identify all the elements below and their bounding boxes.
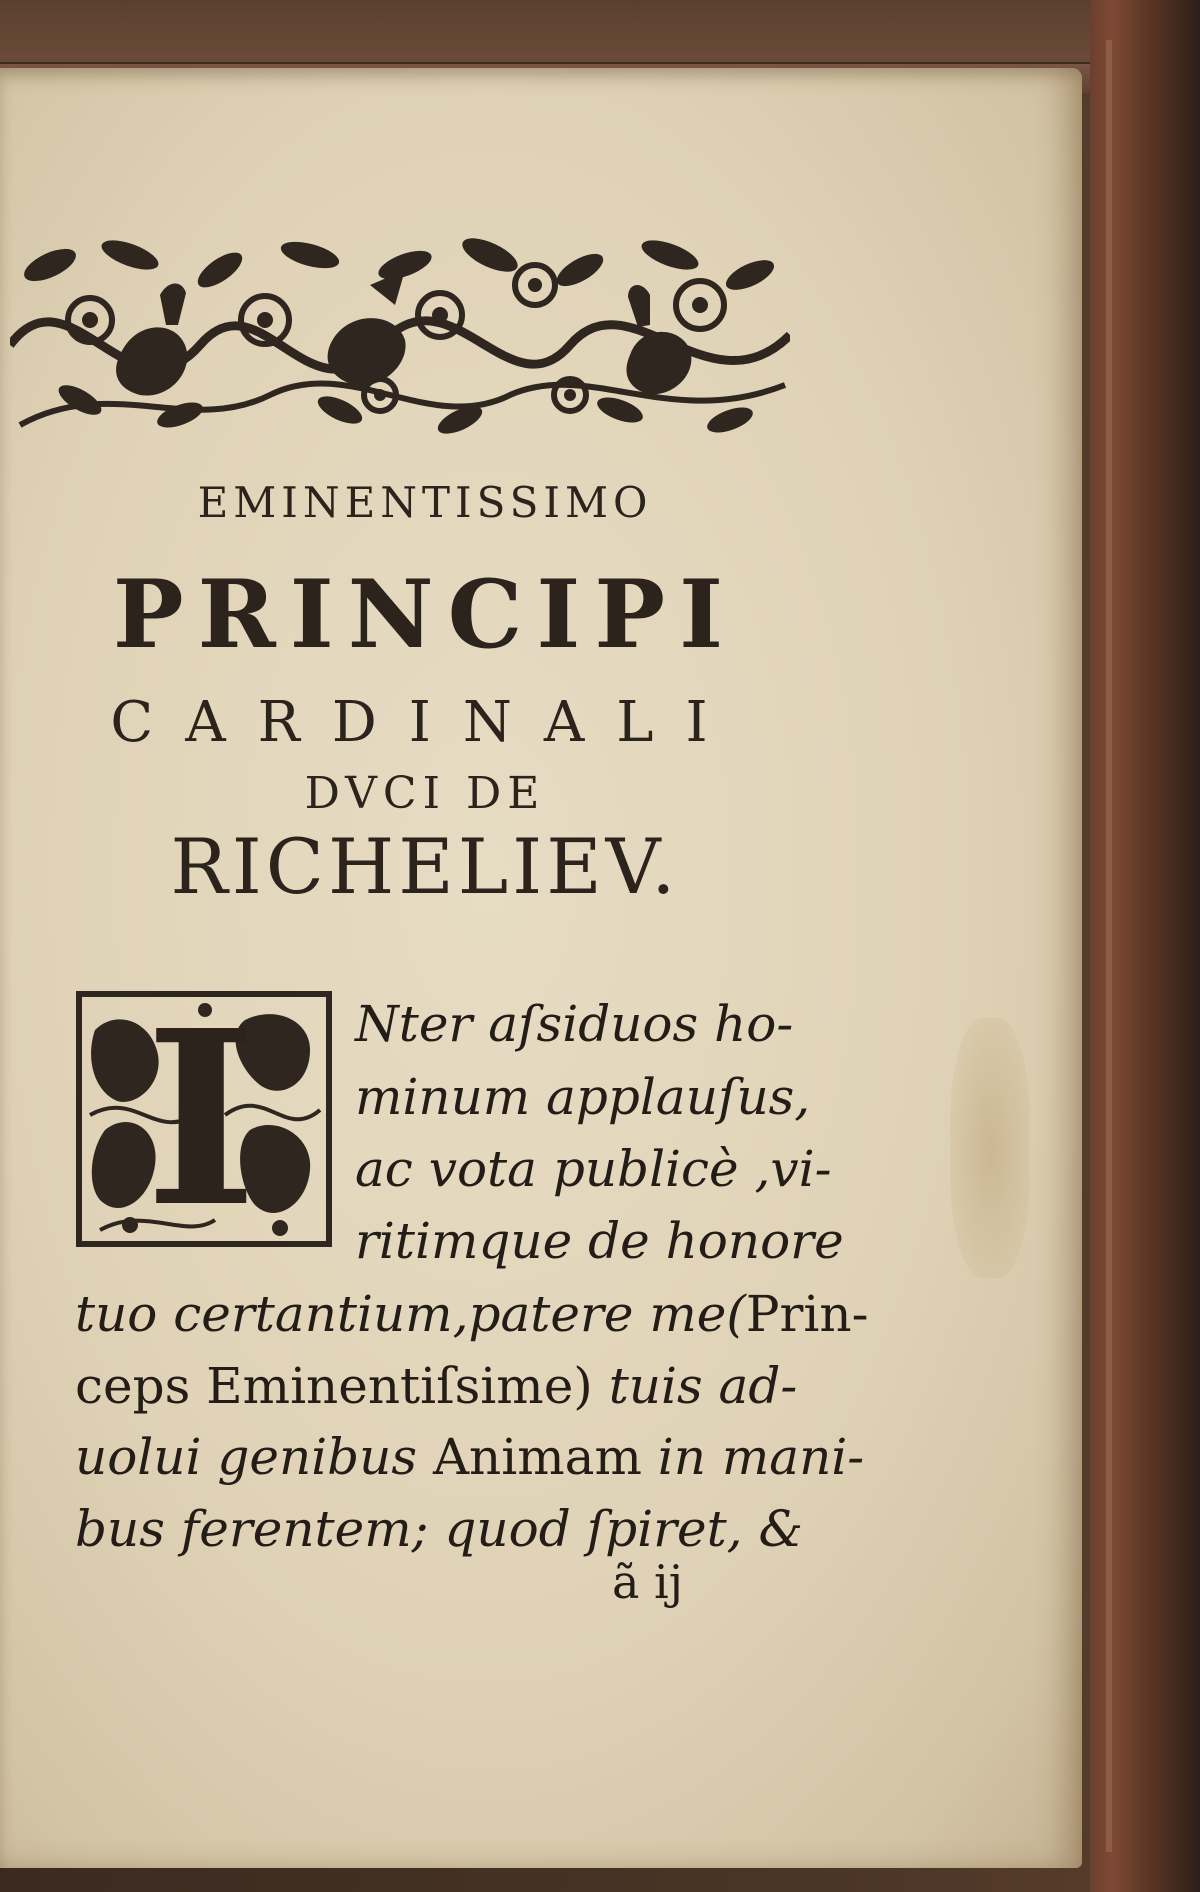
text-line-4: [355, 1212, 844, 1270]
text-line-5-roman: Prin-: [745, 1285, 869, 1343]
title-line-4: DVCI DE: [304, 768, 546, 819]
text-line-5-italic: tuo certantium,patere me(: [75, 1285, 746, 1343]
book-cover-edge: [1090, 0, 1200, 1892]
title-line-1: EMINENTISSIMO: [197, 478, 653, 527]
title-line-2: PRINCIPI: [112, 560, 738, 670]
text-line-3-italic: ac vota publicè ,vi-: [355, 1140, 832, 1198]
text-line-6-roman: ceps Eminentiſsime): [75, 1357, 593, 1415]
water-stain: [950, 1018, 1030, 1278]
ampersand-glyph: &: [758, 1500, 803, 1558]
initial-letter: I: [145, 978, 258, 1260]
title-line-5: RICHELIEV.: [170, 822, 680, 911]
text-line-8-italic: bus ferentem; quod ſpiret,: [75, 1500, 759, 1558]
title-line-3: CARDINALI: [110, 690, 740, 755]
cover-stripe: [1106, 40, 1112, 1852]
text-line-7-roman: Animam: [432, 1428, 642, 1486]
floral-headpiece-ornament: [10, 225, 790, 445]
text-line-7-italic-b: in mani-: [641, 1428, 865, 1486]
text-line-5: [75, 1285, 869, 1343]
text-line-1-italic: Nter aſsiduos ho-: [355, 995, 794, 1053]
text-line-3: [355, 1140, 832, 1198]
text-line-2: [355, 1068, 810, 1126]
signature-mark: ã ij: [612, 1555, 684, 1609]
text-line-7-italic: uolui genibus: [75, 1428, 433, 1486]
text-line-6: [75, 1357, 797, 1415]
text-line-1: [355, 995, 793, 1053]
text-line-8: [75, 1500, 803, 1558]
text-line-7: [75, 1428, 864, 1486]
text-line-2-italic: minum applauſus,: [355, 1068, 811, 1126]
text-line-6-italic: tuis ad-: [592, 1357, 798, 1415]
text-line-4-italic: ritimque de honore: [355, 1212, 844, 1270]
